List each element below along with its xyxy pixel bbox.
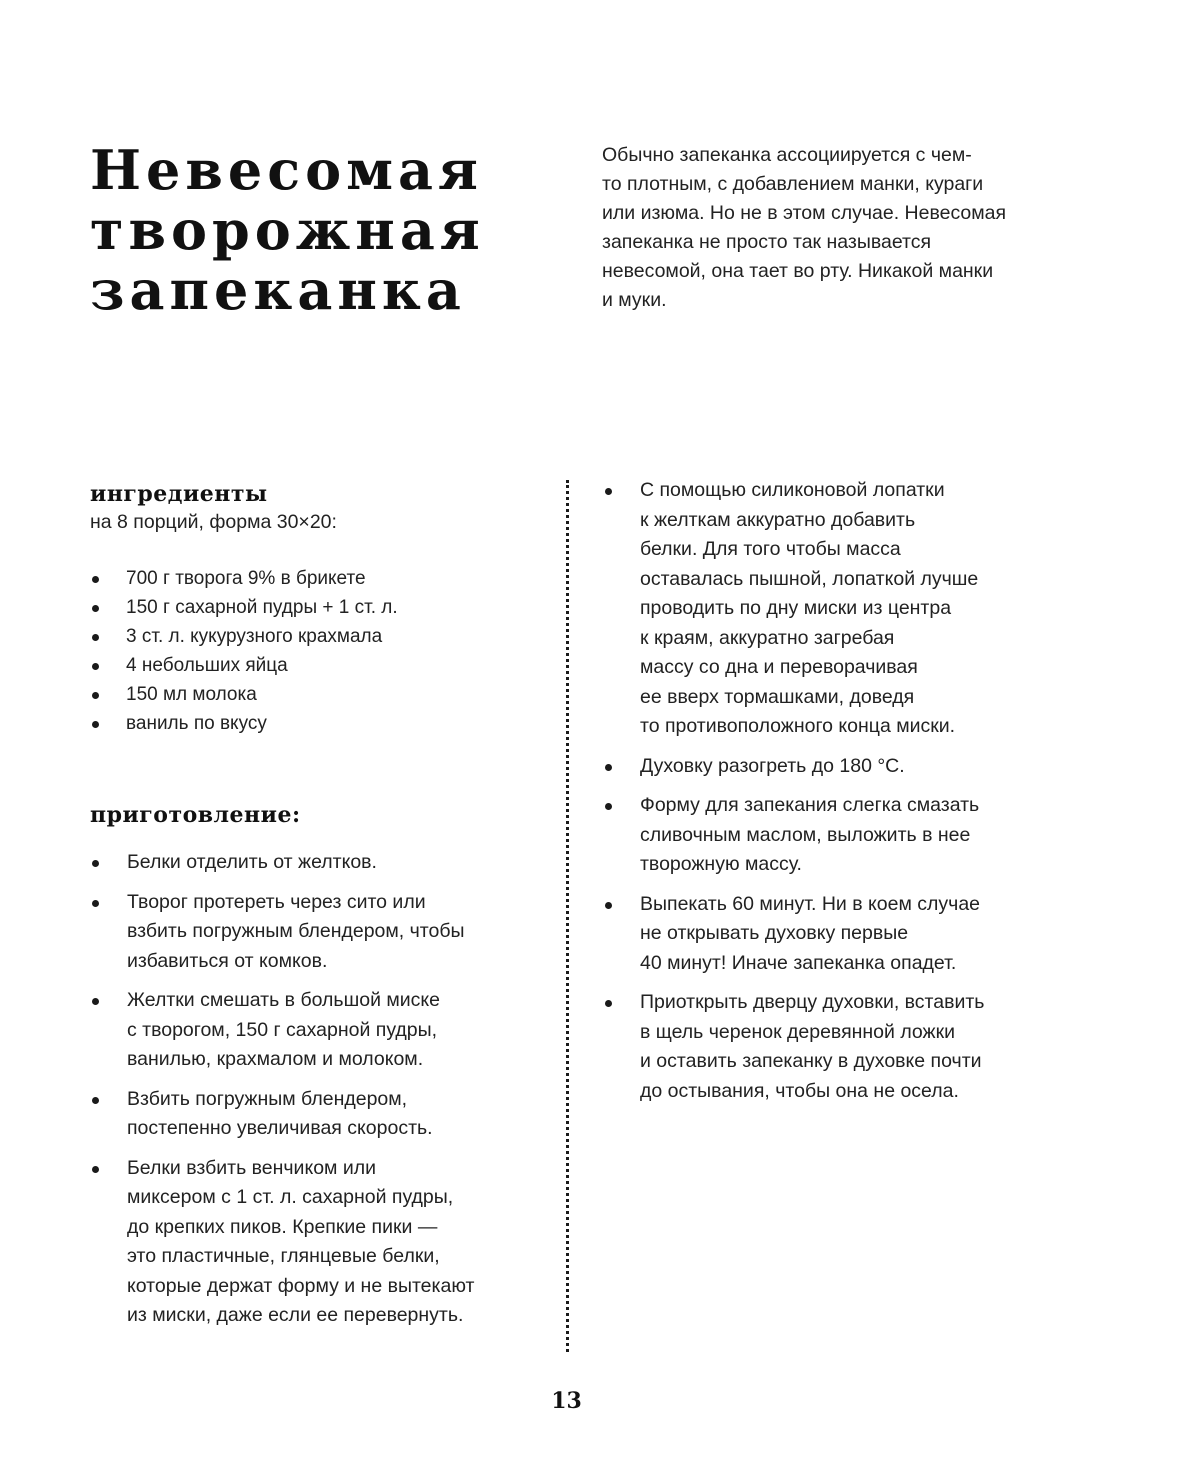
step-line: Духовку разогреть до 180 °С.: [640, 754, 905, 777]
step-line: то противоположного конца миски.: [640, 715, 956, 737]
title-line: запеканка: [90, 258, 466, 322]
step-line: Желтки смешать в большой миске: [127, 989, 441, 1011]
step-line: Выпекать 60 минут. Ни в коем случае: [640, 892, 981, 915]
step-line: С помощью силиконовой лопатки: [640, 479, 945, 501]
ingredients-subheading: на 8 порций, форма 30×20:: [90, 511, 337, 533]
step-line: в щель черенок деревянной ложки: [640, 1020, 956, 1043]
step-line: Творог протереть через сито или: [127, 890, 426, 913]
ingredient-item: 150 мл молока: [90, 680, 550, 709]
step-line: 40 минут! Иначе запеканка опадет.: [640, 951, 957, 974]
ingredient-item: 4 небольших яйца: [90, 651, 550, 680]
ingredient-item: 3 ст. л. кукурузного крахмала: [90, 622, 550, 651]
preparation-steps-left: [90, 848, 550, 1341]
step-line: избавиться от комков.: [127, 949, 328, 972]
step-item: [603, 988, 1073, 1106]
intro-line: запеканка не просто так называется: [602, 231, 932, 253]
step-line: это пластичные, глянцевые белки,: [127, 1245, 440, 1267]
step-line: Белки отделить от желтков.: [127, 851, 377, 873]
step-item: [90, 888, 550, 977]
step-line: массу со дна и переворачивая: [640, 656, 918, 678]
step-line: из миски, даже если ее перевернуть.: [127, 1304, 464, 1326]
step-line: миксером с 1 ст. л. сахарной пудры,: [127, 1186, 454, 1208]
ingredients-list: [90, 564, 550, 738]
intro-line: или изюма. Но не в этом случае. Невесомая: [602, 202, 1007, 224]
step-line: которые держат форму и не вытекают: [127, 1274, 475, 1297]
step-line: проводить по дну миски из центра: [640, 597, 952, 619]
step-line: и оставить запеканку в духовке почти: [640, 1050, 982, 1072]
ingredient-item: 150 г сахарной пудры + 1 ст. л.: [90, 593, 550, 622]
ingredient-item: 700 г творога 9% в брикете: [90, 564, 550, 593]
intro-line: Обычно запеканка ассоциируется с чем-: [602, 144, 972, 166]
step-line: Взбить погружным блендером,: [127, 1087, 408, 1110]
recipe-title: [90, 140, 560, 320]
step-line: до остывания, чтобы она не осела.: [640, 1079, 959, 1102]
intro-line: невесомой, она тает во рту. Никакой манки: [602, 260, 994, 282]
step-line: не открывать духовку первые: [640, 922, 909, 944]
title-line: творожная: [90, 198, 485, 262]
step-item: [603, 752, 1073, 782]
ingredients-heading: ингредиенты: [90, 481, 268, 507]
step-line: к краям, аккуратно загребая: [640, 626, 895, 649]
step-line: Форму для запекания слегка смазать: [640, 794, 980, 816]
ingredient-item: ваниль по вкусу: [90, 709, 550, 738]
step-line: до крепких пиков. Крепкие пики —: [127, 1215, 438, 1238]
preparation-steps-right: [603, 476, 1073, 1116]
step-line: белки. Для того чтобы масса: [640, 538, 901, 560]
step-line: ванилью, крахмалом и молоком.: [127, 1048, 424, 1070]
step-line: к желткам аккуратно добавить: [640, 508, 916, 531]
step-line: ее вверх тормашками, доведя: [640, 685, 915, 708]
step-item: [90, 986, 550, 1075]
step-item: [603, 476, 1073, 742]
step-line: Приоткрыть дверцу духовки, вставить: [640, 991, 985, 1013]
step-item: [603, 890, 1073, 979]
step-line: оставалась пышной, лопаткой лучше: [640, 567, 979, 590]
step-item: [90, 1154, 550, 1331]
step-line: творожную массу.: [640, 853, 802, 875]
column-divider: [566, 480, 569, 1352]
preparation-heading: приготовление:: [90, 802, 301, 828]
intro-line: то плотным, с добавлением манки, кураги: [602, 173, 984, 195]
step-item: [90, 1085, 550, 1144]
intro-line: и муки.: [602, 289, 667, 311]
page-number: 13: [551, 1388, 582, 1414]
step-line: с творогом, 150 г сахарной пудры,: [127, 1018, 438, 1041]
step-item: [603, 791, 1073, 880]
step-line: постепенно увеличивая скорость.: [127, 1117, 433, 1139]
step-line: Белки взбить венчиком или: [127, 1156, 377, 1179]
step-line: взбить погружным блендером, чтобы: [127, 920, 465, 942]
ingredients-section: [90, 480, 550, 738]
step-line: сливочным маслом, выложить в нее: [640, 823, 971, 846]
title-line: Невесомая: [90, 138, 483, 202]
step-item: [90, 848, 550, 878]
recipe-intro: [602, 141, 1072, 315]
